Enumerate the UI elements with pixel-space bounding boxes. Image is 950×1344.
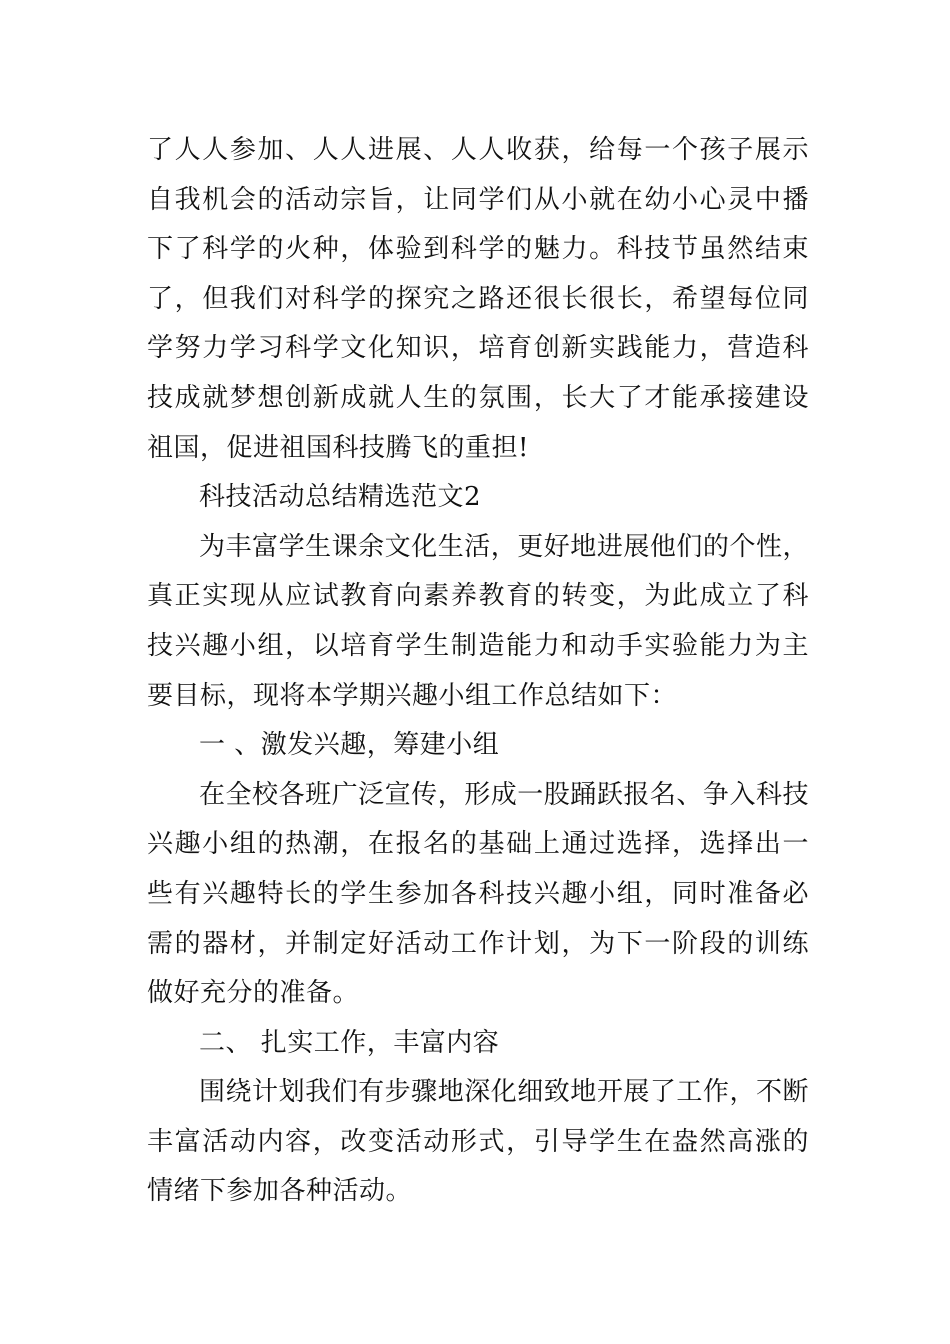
- section-heading-one: 一 、激发兴趣，筹建小组: [199, 730, 500, 761]
- document-body: [147, 126, 809, 1217]
- paragraph-overview: 为丰富学生课余文化生活，更好地进展他们的个性，真正实现从应试教育向素养教育的转变，为此成立了科技兴趣小组，以培育学生制造能力和动手实验能力为主要目标，现将本学期兴趣小组工作总结如下：: [147, 531, 809, 711]
- paragraph-section-one: 在全校各班广泛宣传，形成一股踊跃报名、争入科技兴趣小组的热潮，在报名的基础上通过选择，选择出一些有兴趣特长的学生参加各科技兴趣小组，同时准备必需的器材，并制定好活动工作计划，为下一阶段的训练做好充分的准备。: [147, 779, 809, 1009]
- paragraph-section-two: 围绕计划我们有步骤地深化细致地开展了工作，不断丰富活动内容，改变活动形式，引导学生在盎然高涨的情绪下参加各种活动。: [147, 1077, 809, 1207]
- section-title: 科技活动总结精选范文2: [199, 482, 482, 513]
- paragraph-intro-continuation: 了人人参加、人人进展、人人收获，给每一个孩子展示自我机会的活动宗旨，让同学们从小就在幼小心灵中播下了科学的火种，体验到科学的魅力。科技节虽然结束了，但我们对科学的探究之路还很长很长，希望每位同学努力学习科学文化知识，培育创新实践能力，营造科技成就梦想创新成就人生的氛围，长大了才能承接建设祖国，促进祖国科技腾飞的重担!: [147, 135, 809, 463]
- section-heading-two: 二、 扎实工作，丰富内容: [199, 1027, 500, 1058]
